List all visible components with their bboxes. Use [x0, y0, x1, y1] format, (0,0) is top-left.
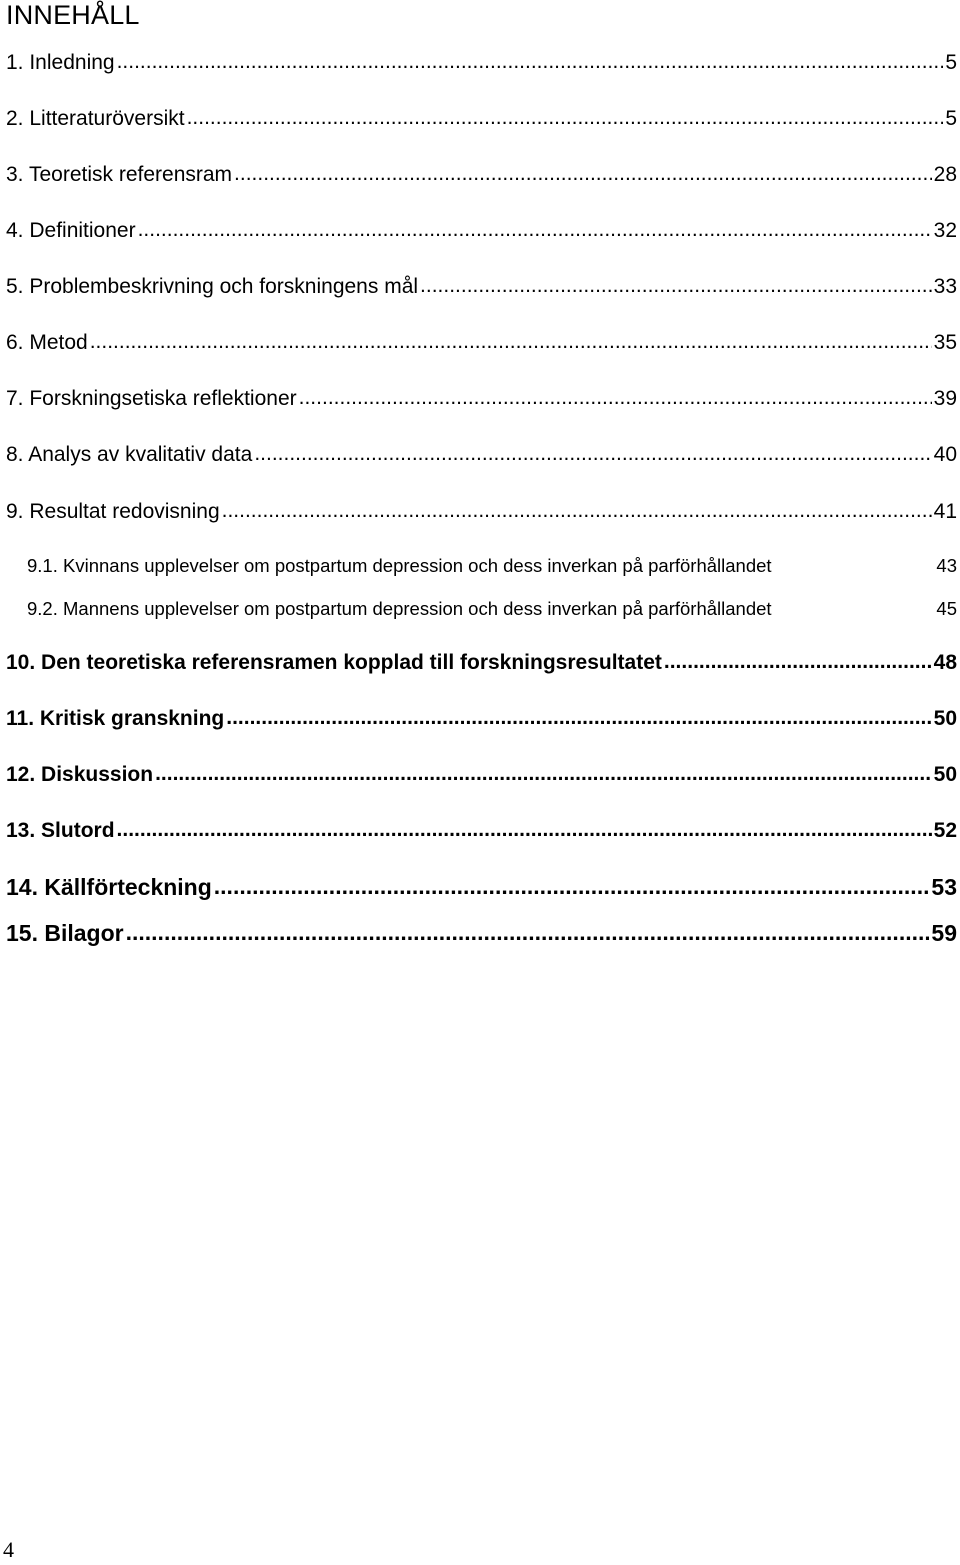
toc-leader-dots: [254, 440, 931, 461]
toc-entry-label: 11. Kritisk granskning: [6, 707, 225, 730]
toc-entry-page: 52: [933, 819, 957, 842]
toc-entry-page: 5: [945, 51, 957, 74]
toc-entry-label: 7. Forskningsetiska reflektioner: [6, 387, 297, 410]
toc-entry-page: 5: [945, 107, 957, 130]
toc-leader-dots: [117, 48, 944, 69]
toc-entry-page: 32: [933, 219, 957, 242]
toc-entry[interactable]: [6, 48, 957, 78]
toc-entry[interactable]: [6, 440, 957, 470]
toc-entry-page: 50: [933, 707, 957, 730]
toc-entry-label: 12. Diskussion: [6, 763, 154, 786]
toc-entry[interactable]: [6, 104, 957, 134]
toc-entry[interactable]: [6, 704, 957, 734]
toc-entry-page: 28: [933, 163, 957, 186]
toc-subentry[interactable]: [27, 555, 957, 585]
toc-entry-page: 53: [931, 874, 957, 900]
toc-entry-label: 9.1. Kvinnans upplevelser om postpartum depression och dess inverkan på parförhållandet: [27, 555, 772, 576]
toc-entry-label: 1. Inledning: [6, 51, 115, 74]
toc-entry[interactable]: [6, 160, 957, 190]
toc-entry-label: 14. Källförteckning: [6, 874, 212, 900]
toc-entry[interactable]: [6, 328, 957, 358]
toc-entry-label: 6. Metod: [6, 331, 88, 354]
toc-subentry[interactable]: [27, 598, 957, 628]
toc-leader-dots: [234, 160, 932, 181]
toc-leader-dots: [664, 648, 932, 669]
toc-leader-dots: [117, 816, 932, 837]
page-number: 4: [3, 1537, 14, 1562]
toc-leader-dots: [214, 872, 930, 895]
toc-leader-dots: [138, 216, 932, 237]
toc-entry-page: 39: [933, 387, 957, 410]
toc-entry-label: 8. Analys av kvalitativ data: [6, 443, 253, 466]
toc-entry[interactable]: [6, 648, 957, 678]
toc-entry-label: 9. Resultat redovisning: [6, 500, 220, 523]
toc-entry-label: 15. Bilagor: [6, 920, 124, 946]
toc-entry-label: 10. Den teoretiska referensramen kopplad till forskningsresultatet: [6, 651, 662, 674]
toc-leader-dots: [155, 760, 932, 781]
toc-leader-dots: [187, 104, 944, 125]
toc-entry[interactable]: [6, 918, 957, 948]
toc-entry[interactable]: [6, 497, 957, 527]
toc-entry-label: 3. Teoretisk referensram: [6, 163, 233, 186]
toc-leader-dots: [420, 272, 932, 293]
toc-heading: INNEHÅLL: [6, 0, 140, 30]
toc-entry-label: 5. Problembeskrivning och forskningens mål: [6, 275, 419, 298]
toc-entry[interactable]: [6, 384, 957, 414]
toc-entry[interactable]: [6, 272, 957, 302]
toc-leader-dots: [126, 918, 930, 941]
toc-entry-label: 2. Litteraturöversikt: [6, 107, 185, 130]
toc-entry-page: 40: [933, 443, 957, 466]
toc-entry-label: 9.2. Mannens upplevelser om postpartum depression och dess inverkan på parförhållandet: [27, 598, 772, 619]
toc-entry[interactable]: [6, 760, 957, 790]
toc-entry-page: 43: [936, 555, 957, 576]
toc-entry-page: 41: [933, 500, 957, 523]
toc-leader-dots: [90, 328, 932, 349]
toc-entry-page: 59: [931, 920, 957, 946]
toc-leader-dots: [299, 384, 932, 405]
toc-entry[interactable]: [6, 216, 957, 246]
toc-entry-label: 4. Definitioner: [6, 219, 136, 242]
toc-entry[interactable]: [6, 816, 957, 846]
toc-entry-page: 50: [933, 763, 957, 786]
toc-entry-page: 35: [933, 331, 957, 354]
toc-entry-page: 48: [933, 651, 957, 674]
toc-entry-page: 45: [936, 598, 957, 619]
toc-leader-dots: [222, 497, 932, 518]
toc-entry[interactable]: [6, 872, 957, 902]
toc-leader-dots: [226, 704, 931, 725]
toc-entry-page: 33: [933, 275, 957, 298]
toc-entry-label: 13. Slutord: [6, 819, 115, 842]
